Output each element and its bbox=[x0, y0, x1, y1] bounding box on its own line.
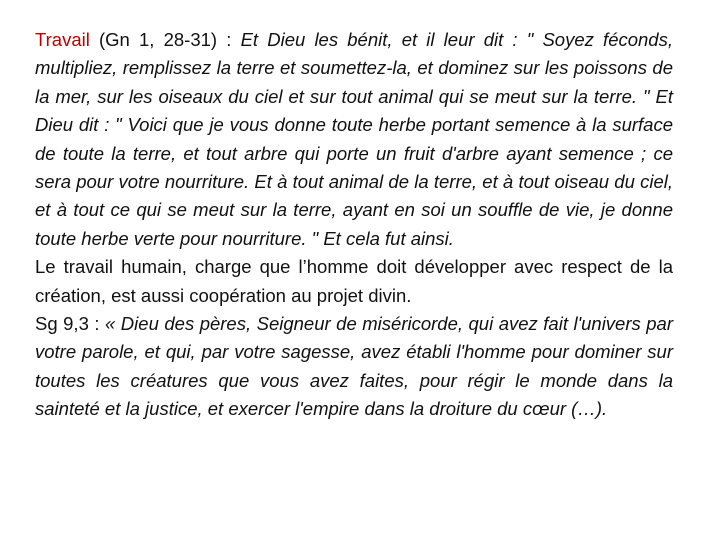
paragraph-wisdom bbox=[35, 310, 673, 424]
wisdom-reference: Sg 9,3 : bbox=[35, 313, 106, 335]
genesis-reference: (Gn 1, 28-31) : bbox=[89, 29, 241, 50]
section-heading: Travail bbox=[35, 29, 90, 50]
genesis-quote: Et Dieu les bénit, et il leur dit : " Soyez féconds, multipliez, remplissez la terre et soumettez-la, et dominez sur les poissons de la mer, sur les oiseaux du ciel et sur tout animal qui se meut sur la terre. " Et Dieu dit : " Voici que je vous donne toute herbe portant semence à la surface de toute la terre, et tout arbre qui porte un fruit d'arbre ayant semence ; ce sera pour votre nourriture. Et à tout animal de la terre, et à tout oiseau du ciel, et à tout ce qui se meut sur la terre, ayant en soi un souffle de vie, je donne toute herbe verte pour nourriture. " Et cela fut ainsi. bbox=[35, 29, 673, 249]
document-body bbox=[35, 26, 673, 424]
paragraph-genesis bbox=[35, 26, 673, 253]
wisdom-quote: « Dieu des pères, Seigneur de miséricorde, qui avez fait l'univers par votre parole, et qui, par votre sagesse, avez établi l'homme pour dominer sur toutes les créatures que vous avez faites, pour régir le monde dans la sainteté et la justice, et exercer l'empire dans la droiture du cœur (…). bbox=[35, 313, 674, 420]
paragraph-commentary bbox=[35, 253, 673, 310]
commentary-text: Le travail humain, charge que l’homme doit développer avec respect de la création, est aussi coopération au projet divin. bbox=[35, 256, 673, 306]
